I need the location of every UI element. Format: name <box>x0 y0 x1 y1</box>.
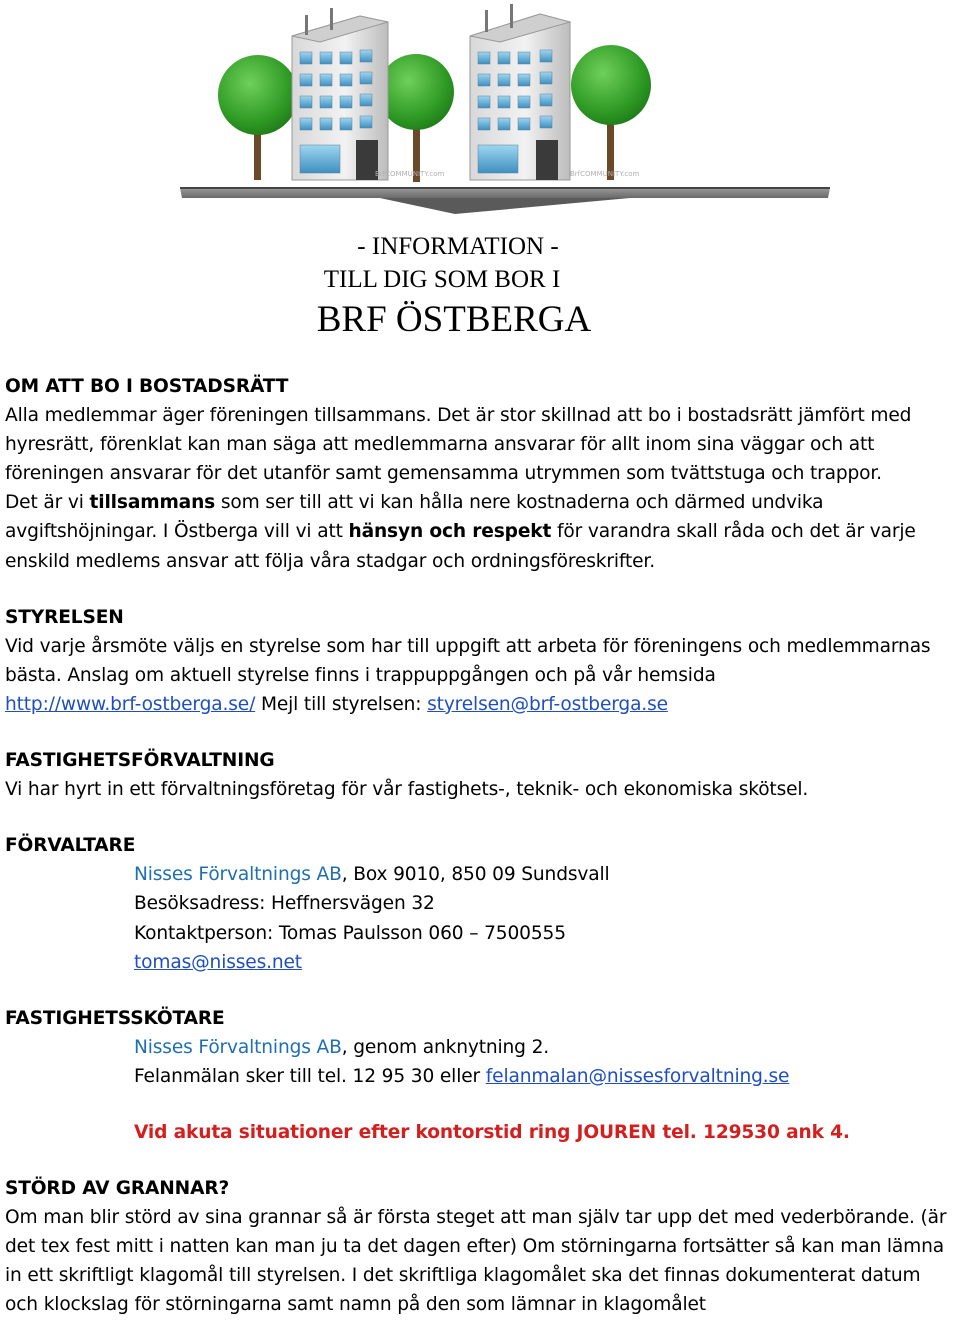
paragraph-styrelsen <box>5 632 957 719</box>
heading-fastighetsforvaltning: FASTIGHETSFÖRVALTNING <box>5 750 275 772</box>
tree-middle <box>378 54 454 182</box>
text-span: Mejl till styrelsen: <box>255 693 428 715</box>
skotare-report-line <box>5 1062 957 1091</box>
tree-right <box>571 45 651 180</box>
company-name: Nisses Förvaltnings AB <box>134 864 342 886</box>
text-span: , Box 9010, 850 09 Sundsvall <box>341 864 610 886</box>
platform-base <box>180 188 830 214</box>
svg-text:BrfCOMMUNITY.com: BrfCOMMUNITY.com <box>570 170 640 178</box>
brf-logo-illustration <box>180 0 830 220</box>
heading-forvaltare: FÖRVALTARE <box>5 835 136 857</box>
company-name: Nisses Förvaltnings AB <box>134 1036 342 1058</box>
forvaltare-visit-address: Besöksadress: Heffnersvägen 32 <box>134 893 435 915</box>
forvaltare-email-link[interactable]: tomas@nisses.net <box>134 951 302 973</box>
paragraph-stord-av-grannar: Om man blir störd av sina grannar så är första steget att man själv tar upp det med vederbörande. (är det tex fest mitt i natten kan man ju ta det dagen efter) Om störningarna fortsätter så kan man lämna in ett skriftligt klagomål till styrelsen. I det skriftliga klagomålet ska det finnas dokumenterat datum och klockslag för störningarna samt namn på den som lämnar in klagomålet <box>5 1207 947 1316</box>
text-span: Vid varje årsmöte väljs en styrelse som har till uppgift att arbeta för föreningens och medlemmarnas bästa. Anslag om aktuell styrelse finns i trappuppgången och på vår hemsida <box>5 635 931 686</box>
title-line-2: TILL DIG SOM BOR I <box>323 266 561 293</box>
title-association-name: BRF ÖSTBERGA <box>316 299 592 340</box>
emphasis-hansyn-respekt: hänsyn och respekt <box>348 521 552 543</box>
forvaltare-contact-person: Kontaktperson: Tomas Paulsson 060 – 7500555 <box>134 922 566 944</box>
heading-stord-av-grannar: STÖRD AV GRANNAR? <box>5 1178 230 1200</box>
text-span: Det är vi <box>5 492 90 514</box>
text-span: , genom anknytning 2. <box>341 1036 550 1058</box>
styrelsen-email-link[interactable]: styrelsen@brf-ostberga.se <box>427 693 668 715</box>
text-span: Felanmälan sker till tel. 12 95 30 eller <box>134 1065 486 1087</box>
tree-left <box>218 55 298 180</box>
building-left <box>292 8 388 180</box>
website-link[interactable]: http://www.brf-ostberga.se/ <box>5 693 256 715</box>
heading-bostadsratt: OM ATT BO I BOSTADSRÄTT <box>5 376 289 397</box>
heading-fastighetsskotare: FASTIGHETSSKÖTARE <box>5 1007 225 1029</box>
felanmalan-email-link[interactable]: felanmalan@nissesforvaltning.se <box>485 1065 790 1087</box>
emphasis-tillsammans: tillsammans <box>89 492 216 514</box>
paragraph-fastighetsforvaltning: Vi har hyrt in ett förvaltningsföretag för vår fastighets-, teknik- och ekonomiska skötsel. <box>5 779 809 801</box>
forvaltare-company-line <box>5 860 957 889</box>
heading-styrelsen: STYRELSEN <box>5 606 124 628</box>
text-span: som ser till att vi kan hålla nere kostnaderna och därmed undvika avgiftshöjningar. I Östberga vill vi att <box>5 492 824 543</box>
title-line-1: - INFORMATION - <box>357 233 559 260</box>
paragraph-bostadsratt-2 <box>5 488 957 575</box>
document-body <box>5 372 957 1320</box>
skotare-company-line <box>5 1033 957 1062</box>
forvaltare-email-line <box>5 948 957 977</box>
svg-text:BrfCOMMUNITY.com: BrfCOMMUNITY.com <box>375 170 445 178</box>
text-span: för varandra skall råda och det är varje enskild medlems ansvar att följa våra stadgar och ordningsföreskrifter. <box>5 521 916 572</box>
emergency-notice: Vid akuta situationer efter kontorstid ring JOUREN tel. 129530 ank 4. <box>134 1121 850 1143</box>
building-right <box>470 4 570 180</box>
paragraph-bostadsratt-1: Alla medlemmar äger föreningen tillsammans. Det är stor skillnad att bo i bostadsrätt jämfört med hyresrätt, förenklat kan man säga att medlemmarna ansvarar för allt inom sina väggar och att föreningen ansvarar för det utanför samt gemensamma utrymmen som tvättstuga och trappor. <box>5 405 912 485</box>
